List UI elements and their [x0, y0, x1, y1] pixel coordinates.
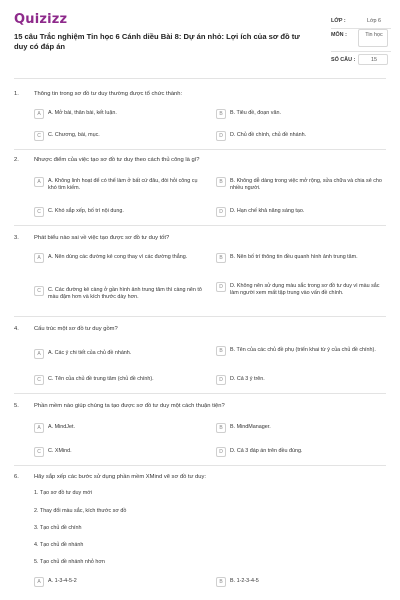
option-letter-d: D	[216, 375, 226, 385]
question-text: Phần mềm nào giúp chúng ta tạo được sơ đồ tư duy một cách thuận tiện?	[34, 403, 225, 409]
option-text: D. Cả 3 đáp án trên đều đúng.	[230, 448, 303, 454]
question-text: Hãy sắp xếp các bước sử dụng phần mềm XMind vẽ sơ đồ tư duy:	[34, 474, 206, 480]
question-number: 5.	[14, 403, 19, 409]
option-letter-d: D	[216, 207, 226, 217]
option-text: A. Mở bài, thân bài, kết luận.	[48, 110, 117, 116]
option-a[interactable]	[34, 178, 204, 192]
question-number: 2.	[14, 157, 19, 163]
option-text: D. Chủ đề chính, chủ đề nhánh.	[230, 132, 307, 138]
option-letter-b: B	[216, 577, 226, 587]
option-letter-a: A	[34, 423, 44, 433]
option-a[interactable]	[34, 424, 204, 433]
option-d[interactable]	[216, 283, 386, 297]
option-text: C. Các đường kẻ càng ở gần hình ảnh trung tâm thì càng nên tô màu đậm hơn và kích thước dày hơn.	[48, 287, 202, 300]
option-text: B. Nên bố trí thông tin đều quanh hình ảnh trung tâm.	[230, 254, 358, 260]
option-letter-a: A	[34, 109, 44, 119]
subject-label: MÔN :	[331, 32, 347, 38]
option-b[interactable]	[216, 347, 386, 356]
step-item: 4. Tạo chủ đề nhánh	[34, 542, 84, 548]
option-letter-b: B	[216, 253, 226, 263]
option-letter-c: C	[34, 375, 44, 385]
option-letter-b: B	[216, 346, 226, 356]
option-text: A. 1-3-4-5-2	[48, 578, 77, 584]
question-number: 3.	[14, 235, 19, 241]
option-letter-c: C	[34, 286, 44, 296]
option-c[interactable]	[34, 376, 204, 385]
option-a[interactable]	[34, 578, 204, 587]
question-number: 6.	[14, 474, 19, 480]
option-text: A. Nên dùng các đường kẻ cong thay vì các đường thẳng.	[48, 254, 188, 260]
option-letter-b: B	[216, 423, 226, 433]
option-b[interactable]	[216, 178, 386, 192]
step-item: 5. Tạo chủ đề nhánh nhỏ hơn	[34, 559, 105, 565]
option-text: B. 1-2-3-4-5	[230, 578, 259, 584]
option-b[interactable]	[216, 254, 386, 263]
question-text: Cấu trúc một sơ đồ tư duy gồm?	[34, 326, 118, 332]
header-divider	[14, 78, 386, 79]
step-item: 1. Tạo sơ đồ tư duy mới	[34, 490, 92, 496]
option-letter-d: D	[216, 447, 226, 457]
count-value: 15	[371, 57, 377, 63]
question-number: 1.	[14, 91, 19, 97]
option-c[interactable]	[34, 287, 204, 301]
question-number: 4.	[14, 326, 19, 332]
question-text: Thông tin trong sơ đồ tư duy thường được tổ chức thành:	[34, 91, 183, 97]
question-text: Nhược điểm của việc tạo sơ đồ tư duy theo cách thủ công là gì?	[34, 157, 200, 163]
option-letter-d: D	[216, 131, 226, 141]
option-text: C. Chương, bài, mục.	[48, 132, 100, 138]
option-letter-c: C	[34, 447, 44, 457]
option-letter-b: B	[216, 177, 226, 187]
option-d[interactable]	[216, 208, 386, 217]
option-letter-c: C	[34, 207, 44, 217]
option-c[interactable]	[34, 208, 204, 217]
step-item: 3. Tạo chủ đề chính	[34, 525, 82, 531]
option-letter-a: A	[34, 253, 44, 263]
option-d[interactable]	[216, 376, 386, 385]
count-label: SỐ CÂU :	[331, 57, 356, 63]
option-text: B. Không dễ dàng trong việc mở rộng, sửa chữa và chia sẻ cho nhiều người.	[230, 178, 382, 191]
option-a[interactable]	[34, 254, 204, 263]
option-letter-a: A	[34, 577, 44, 587]
class-label: LỚP :	[331, 18, 346, 24]
option-text: D. Hạn chế khả năng sáng tạo.	[230, 208, 305, 214]
option-c[interactable]	[34, 132, 204, 141]
option-letter-b: B	[216, 109, 226, 119]
option-letter-c: C	[34, 131, 44, 141]
option-letter-d: D	[216, 282, 226, 292]
option-text: D. Cả 3 ý trên.	[230, 376, 265, 382]
option-text: C. XMind.	[48, 448, 72, 454]
option-d[interactable]	[216, 448, 386, 457]
option-b[interactable]	[216, 578, 386, 587]
option-b[interactable]	[216, 110, 386, 119]
option-a[interactable]	[34, 110, 204, 119]
option-letter-a: A	[34, 177, 44, 187]
page-title: 15 câu Trắc nghiệm Tin học 6 Cánh diều Bài 8: Dự án nhỏ: Lợi ích của sơ đồ tư duy có đáp án	[14, 32, 300, 51]
step-item: 2. Thay đổi màu sắc, kích thước sơ đồ	[34, 508, 127, 514]
option-c[interactable]	[34, 448, 204, 457]
option-text: C. Khó sắp xếp, bố trí nội dung.	[48, 208, 124, 214]
option-text: D. Không nên sử dụng màu sắc trong sơ đồ tư duy vì màu sắc làm người xem mất tập trung vào vấn đề chính.	[230, 283, 380, 296]
option-text: A. Không linh hoạt để có thể làm ở bất cứ đâu, đòi hỏi công cụ khó tìm kiếm.	[48, 178, 198, 191]
quizizz-logo[interactable]: Quizizz	[14, 12, 68, 27]
option-text: B. Tiêu đề, đoạn văn.	[230, 110, 281, 116]
option-b[interactable]	[216, 424, 386, 433]
option-a[interactable]	[34, 350, 204, 359]
question-text: Phát biểu nào sai về việc tạo được sơ đồ tư duy tốt?	[34, 235, 170, 241]
option-text: A. MindJet.	[48, 424, 75, 430]
option-letter-a: A	[34, 349, 44, 359]
option-text: C. Tên của chủ đề trung tâm (chủ đề chính).	[48, 376, 154, 382]
option-d[interactable]	[216, 132, 386, 141]
option-text: B. MindManager.	[230, 424, 271, 430]
option-text: B. Tên của các chủ đề phụ (triển khai từ ý của chủ đề chính).	[230, 347, 376, 353]
class-value: Lớp 6	[366, 18, 382, 24]
option-text: A. Các ý chi tiết của chủ đề nhánh.	[48, 350, 132, 356]
subject-value: Tin học	[365, 32, 383, 38]
